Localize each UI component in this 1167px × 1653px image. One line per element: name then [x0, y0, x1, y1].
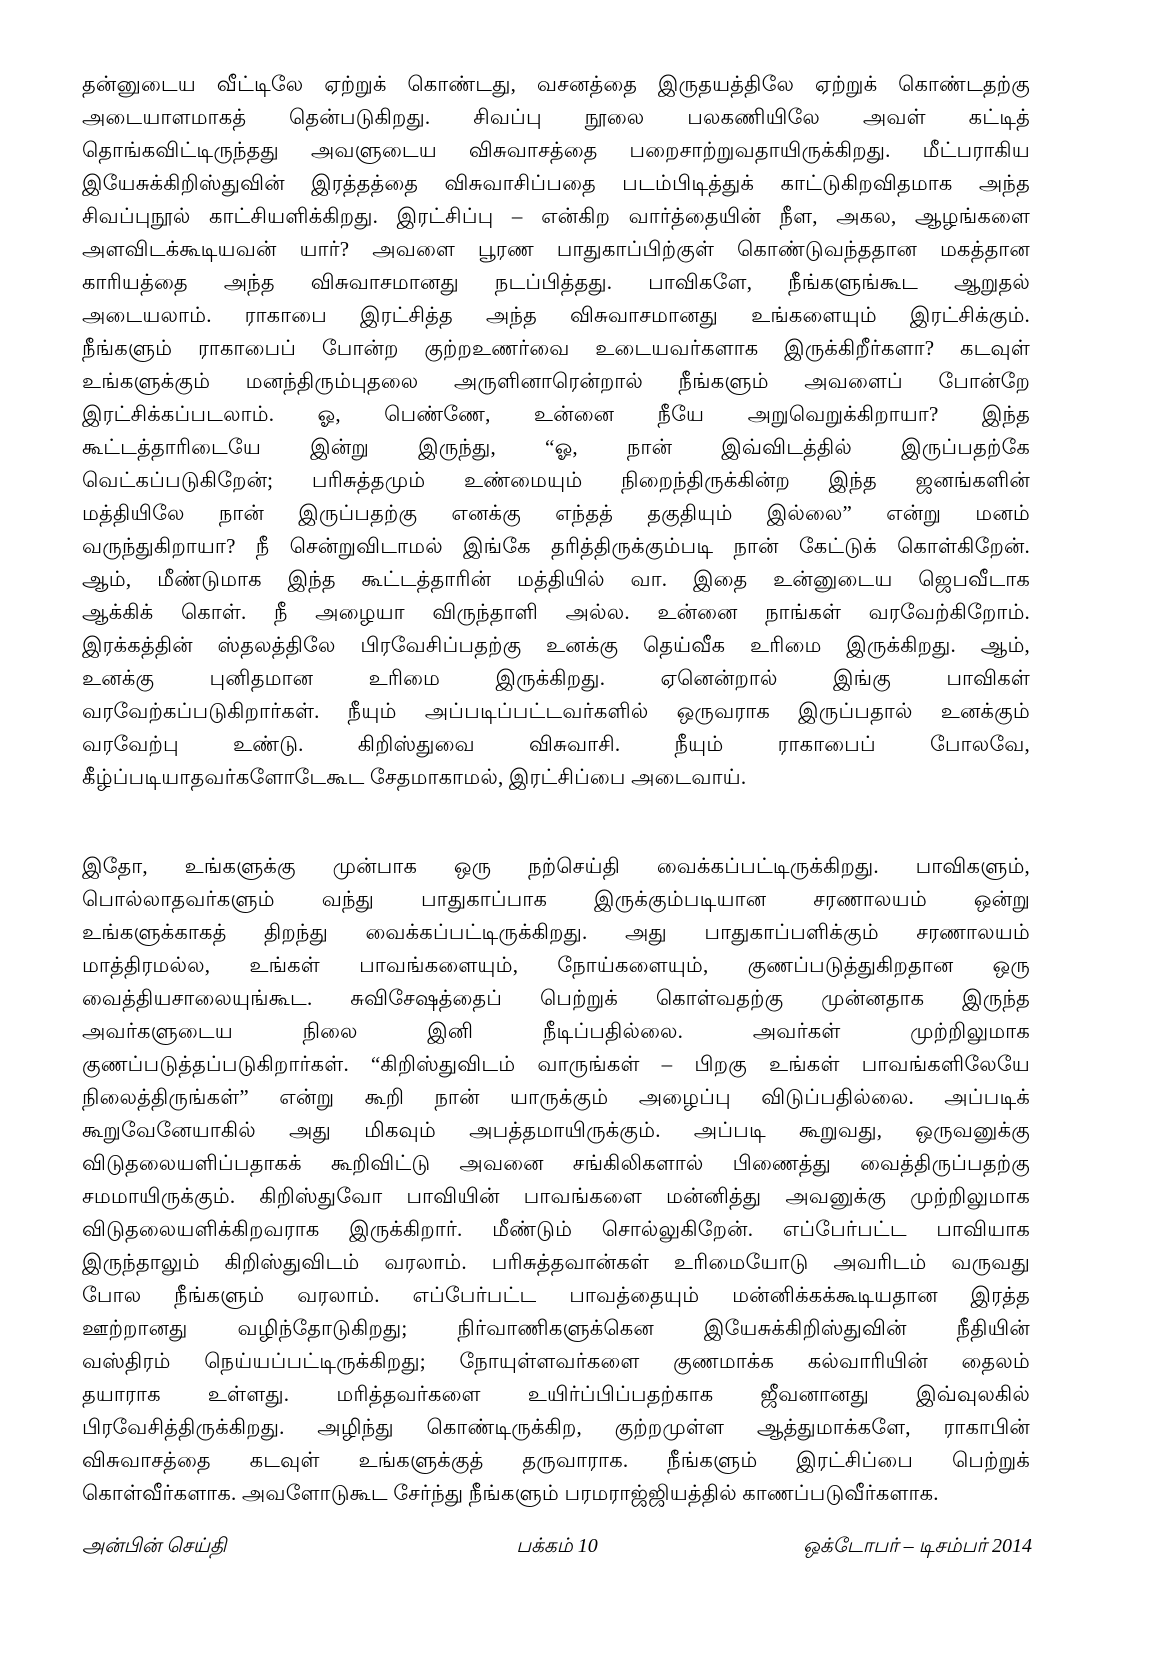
text-line: உங்களுக்கும் மனந்திரும்புதலை அருளினாரென்றால் நீங்களும் அவளைப் போன்றே	[82, 369, 1030, 393]
text-line: கூறுவேனேயாகில் அது மிகவும் அபத்தமாயிருக்கும். அப்படி கூறுவது, ஒருவனுக்கு	[82, 1118, 1030, 1142]
footer-issue-date: ஒக்டோபர் – டிசம்பர் 2014	[803, 1535, 1032, 1557]
text-line: தயாராக உள்ளது. மரித்தவர்களை உயிர்ப்பிப்பதற்காக ஜீவனானது இவ்வுலகில்	[82, 1382, 1030, 1406]
text-line: விடுதலையளிப்பதாகக் கூறிவிட்டு அவனை சங்கிலிகளால் பிணைத்து வைத்திருப்பதற்கு	[82, 1151, 1030, 1175]
text-line: விடுதலையளிக்கிறவராக இருக்கிறார். மீண்டும் சொல்லுகிறேன். எப்பேர்பட்ட பாவியாக	[82, 1217, 1030, 1241]
paragraph	[82, 68, 1030, 794]
text-line: உங்களுக்காகத் திறந்து வைக்கப்பட்டிருக்கிறது. அது பாதுகாப்பளிக்கும் சரணாலயம்	[82, 920, 1030, 944]
text-line: விசுவாசத்தை கடவுள் உங்களுக்குத் தருவாராக. நீங்களும் இரட்சிப்பை பெற்றுக்	[82, 1448, 1030, 1472]
text-line: நீங்களும் ராகாபைப் போன்ற குற்றஉணர்வை உடையவர்களாக இருக்கிறீர்களா? கடவுள்	[82, 336, 1030, 360]
page-footer	[82, 1533, 1032, 1559]
text-line: மத்தியிலே நான் இருப்பதற்கு எனக்கு எந்தத் தகுதியும் இல்லை” என்று மனம்	[82, 501, 1030, 525]
text-line: சமமாயிருக்கும். கிறிஸ்துவோ பாவியின் பாவங்களை மன்னித்து அவனுக்கு முற்றிலுமாக	[82, 1184, 1030, 1208]
text-line: வரவேற்பு உண்டு. கிறிஸ்துவை விசுவாசி. நீயும் ராகாபைப் போலவே,	[82, 732, 1030, 756]
body-text	[82, 68, 1030, 1510]
text-line: அளவிடக்கூடியவன் யார்? அவளை பூரண பாதுகாப்பிற்குள் கொண்டுவந்ததான மகத்தான	[82, 237, 1030, 261]
text-line: தொங்கவிட்டிருந்தது அவளுடைய விசுவாசத்தை பறைசாற்றுவதாயிருக்கிறது. மீட்பராகிய	[82, 138, 1030, 162]
text-line: இருந்தாலும் கிறிஸ்துவிடம் வரலாம். பரிசுத்தவான்கள் உரிமையோடு அவரிடம் வருவது	[82, 1250, 1030, 1274]
text-line: இதோ, உங்களுக்கு முன்பாக ஒரு நற்செய்தி வைக்கப்பட்டிருக்கிறது. பாவிகளும்,	[82, 854, 1030, 878]
text-line: ஆக்கிக் கொள். நீ அழையா விருந்தாளி அல்ல. உன்னை நாங்கள் வரவேற்கிறோம்.	[82, 600, 1030, 624]
text-line: நிலைத்திருங்கள்” என்று கூறி நான் யாருக்கும் அழைப்பு விடுப்பதில்லை. அப்படிக்	[82, 1085, 1030, 1109]
text-line: வரவேற்கப்படுகிறார்கள். நீயும் அப்படிப்பட்டவர்களில் ஒருவராக இருப்பதால் உனக்கும்	[82, 699, 1030, 723]
text-line: அடையாளமாகத் தென்படுகிறது. சிவப்பு நூலை பலகணியிலே அவள் கட்டித்	[82, 105, 1030, 129]
text-line: சிவப்புநூல் காட்சியளிக்கிறது. இரட்சிப்பு – என்கிற வார்த்தையின் நீள, அகல, ஆழங்களை	[82, 204, 1030, 228]
text-line: காரியத்தை அந்த விசுவாசமானது நடப்பித்தது. பாவிகளே, நீங்களுங்கூட ஆறுதல்	[82, 270, 1030, 294]
text-line: வைத்தியசாலையுங்கூட. சுவிசேஷத்தைப் பெற்றுக் கொள்வதற்கு முன்னதாக இருந்த	[82, 986, 1030, 1010]
text-line: இயேசுக்கிறிஸ்துவின் இரத்தத்தை விசுவாசிப்பதை படம்பிடித்துக் காட்டுகிறவிதமாக அந்த	[82, 171, 1030, 195]
text-line: அடையலாம். ராகாபை இரட்சித்த அந்த விசுவாசமானது உங்களையும் இரட்சிக்கும்.	[82, 303, 1030, 327]
text-line: பிரவேசித்திருக்கிறது. அழிந்து கொண்டிருக்கிற, குற்றமுள்ள ஆத்துமாக்களே, ராகாபின்	[82, 1415, 1030, 1439]
text-line: அவர்களுடைய நிலை இனி நீடிப்பதில்லை. அவர்கள் முற்றிலுமாக	[82, 1019, 1030, 1043]
text-line: தன்னுடைய வீட்டிலே ஏற்றுக் கொண்டது, வசனத்தை இருதயத்திலே ஏற்றுக் கொண்டதற்கு	[82, 72, 1030, 96]
text-line: உனக்கு புனிதமான உரிமை இருக்கிறது. ஏனென்றால் இங்கு பாவிகள்	[82, 666, 1030, 690]
text-line: கொள்வீர்களாக. அவளோடுகூட சேர்ந்து நீங்களும் பரமராஜ்ஜியத்தில் காணப்படுவீர்களாக.	[82, 1481, 939, 1505]
text-line: பொல்லாதவர்களும் வந்து பாதுகாப்பாக இருக்கும்படியான சரணாலயம் ஒன்று	[82, 887, 1030, 911]
text-line: இரக்கத்தின் ஸ்தலத்திலே பிரவேசிப்பதற்கு உனக்கு தெய்வீக உரிமை இருக்கிறது. ஆம்,	[82, 633, 1030, 657]
footer-page-number: பக்கம் 10	[516, 1535, 598, 1557]
text-line: வெட்கப்படுகிறேன்; பரிசுத்தமும் உண்மையும் நிறைந்திருக்கின்ற இந்த ஜனங்களின்	[82, 468, 1030, 492]
text-line: இரட்சிக்கப்படலாம். ஓ, பெண்ணே, உன்னை நீயே அறுவெறுக்கிறாயா? இந்த	[82, 402, 1030, 426]
paragraph	[82, 850, 1030, 1510]
text-line: வஸ்திரம் நெய்யப்பட்டிருக்கிறது; நோயுள்ளவர்களை குணமாக்க கல்வாரியின் தைலம்	[82, 1349, 1030, 1373]
text-line: ஆம், மீண்டுமாக இந்த கூட்டத்தாரின் மத்தியில் வா. இதை உன்னுடைய ஜெபவீடாக	[82, 567, 1030, 591]
text-line: வருந்துகிறாயா? நீ சென்றுவிடாமல் இங்கே தரித்திருக்கும்படி நான் கேட்டுக் கொள்கிறேன்.	[82, 534, 1030, 558]
text-line: கூட்டத்தாரிடையே இன்று இருந்து, “ஓ, நான் இவ்விடத்தில் இருப்பதற்கே	[82, 435, 1030, 459]
text-line: போல நீங்களும் வரலாம். எப்பேர்பட்ட பாவத்தையும் மன்னிக்கக்கூடியதான இரத்த	[82, 1283, 1030, 1307]
text-line: குணப்படுத்தப்படுகிறார்கள். “கிறிஸ்துவிடம் வாருங்கள் – பிறகு உங்கள் பாவங்களிலேயே	[82, 1052, 1030, 1076]
footer-publication-title: அன்பின் செய்தி	[82, 1535, 227, 1557]
text-line: மாத்திரமல்ல, உங்கள் பாவங்களையும், நோய்களையும், குணப்படுத்துகிறதான ஒரு	[82, 953, 1030, 977]
text-line: கீழ்ப்படியாதவர்களோடேகூட சேதமாகாமல், இரட்சிப்பை அடைவாய்.	[82, 765, 747, 789]
text-line: ஊற்றானது வழிந்தோடுகிறது; நிர்வாணிகளுக்கென இயேசுக்கிறிஸ்துவின் நீதியின்	[82, 1316, 1030, 1340]
